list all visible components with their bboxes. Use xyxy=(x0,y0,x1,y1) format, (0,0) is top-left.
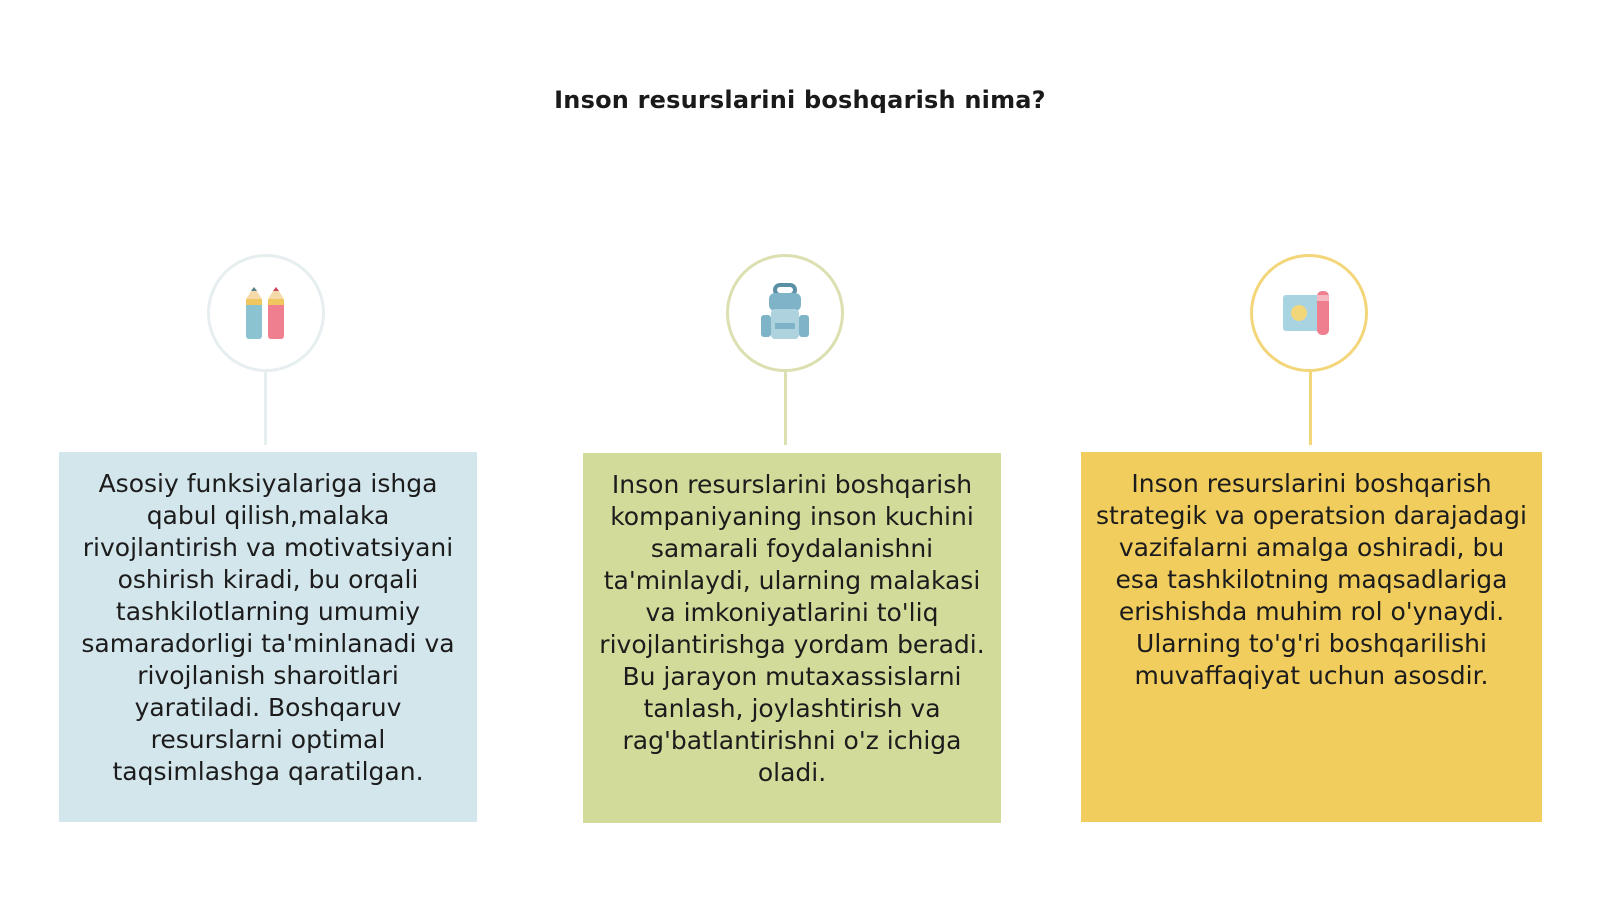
step-3-connector xyxy=(1309,372,1312,445)
step-3-circle xyxy=(1250,254,1368,372)
backpack-icon xyxy=(753,281,817,345)
page-title: Inson resurslarini boshqarish nima? xyxy=(554,86,1046,114)
step-2-circle xyxy=(726,254,844,372)
step-1-circle xyxy=(207,254,325,372)
step-1-text: Asosiy funksiyalariga ishga qabul qilish,malaka rivojlantirish va motivatsiyani oshirish kiradi, bu orqali tashkilotlarning umumiy samaradorligi ta'minlanadi va rivojlanish sharoitlari yaratiladi. Boshqaruv resurslarni optimal taqsimlashga qaratilgan. xyxy=(81,469,455,786)
step-3-text: Inson resurslarini boshqarish strategik va operatsion darajadagi vazifalarni amalga oshiradi, bu esa tashkilotning maqsadlariga erishishda muhim rol o'ynaydi. Ularning to'g'ri boshqarilishi muvaffaqiyat uchun asosdir. xyxy=(1096,469,1527,690)
step-2-connector xyxy=(784,372,787,445)
paint-palette-icon xyxy=(1277,281,1341,345)
step-2-card xyxy=(583,453,1001,823)
pencils-icon xyxy=(236,281,296,345)
step-1-connector xyxy=(264,372,267,445)
step-2-text: Inson resurslarini boshqarish kompaniyaning inson kuchini samarali foydalanishni ta'minlaydi, ularning malakasi va imkoniyatlarini to'liq rivojlantirishga yordam beradi. Bu jarayon mutaxassislarni tanlash, joylashtirish va rag'batlantirishni o'z ichiga oladi. xyxy=(599,470,985,787)
step-3-card xyxy=(1081,452,1542,822)
step-1-card xyxy=(59,452,477,822)
